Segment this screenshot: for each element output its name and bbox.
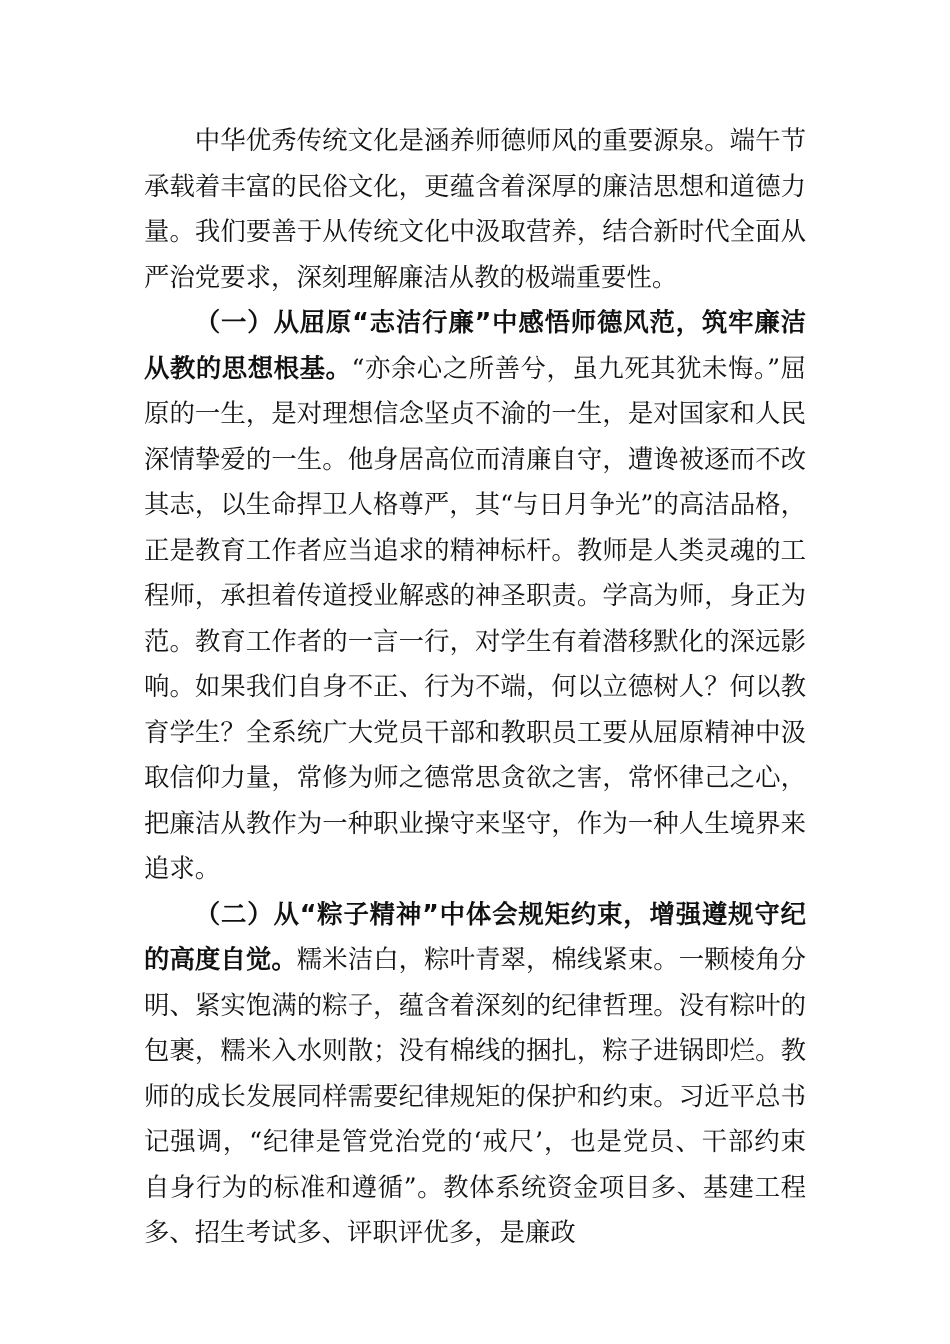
section-heading: （一）从屈原“志洁行廉”中感悟师德风范，筑牢廉洁从教的思想根基。: [144, 307, 806, 383]
paragraph-body: 糯米洁白，粽叶青翠，棉线紧束。一颗棱角分明、紧实饱满的粽子，蕴含着深刻的纪律哲理。没有粽叶的包裹，糯米入水则散；没有棉线的捆扎，粽子进锅即烂。教师的成长发展同样需要纪律规矩的保护和约束。习近平总书记强调，“纪律是管党治党的‘戒尺’，也是党员、干部约束自身行为的标准和遵循”。教体系统资金项目多、基建工程多、招生考试多、评职评优多，是廉政: [144, 944, 807, 1247]
paragraph-intro: [144, 118, 806, 300]
paragraph-body: “亦余心之所善兮，虽九死其犹未悔。”屈原的一生，是对理想信念坚贞不渝的一生，是对国家和人民深情挚爱的一生。他身居高位而清廉自守，遭谗被逐而不改其志，以生命捍卫人格尊严，其“与日月争光”的高洁品格，正是教育工作者应当追求的精神标杆。教师是人类灵魂的工程师，承担着传道授业解惑的神圣职责。学高为师，身正为范。教育工作者的一言一行，对学生有着潜移默化的深远影响。如果我们自身不正、行为不端，何以立德树人？何以教育学生？全系统广大党员干部和教职员工要从屈原精神中汲取信仰力量，常修为师之德常思贪欲之害，常怀律己之心，把廉洁从教作为一种职业操守来坚守，作为一种人生境界来追求。: [144, 352, 807, 883]
document-page: [144, 118, 806, 1256]
paragraph-body: 中华优秀传统文化是涵养师德师风的重要源泉。端午节承载着丰富的民俗文化，更蕴含着深厚的廉洁思想和道德力量。我们要善于从传统文化中汲取营养，结合新时代全面从严治党要求，深刻理解廉洁从教的极端重要性。: [144, 125, 806, 292]
paragraph-section-1: [144, 300, 806, 892]
paragraph-section-2: [144, 892, 806, 1256]
section-heading: （二）从“粽子精神”中体会规矩约束，增强遵规守纪的高度自觉。: [144, 898, 806, 974]
